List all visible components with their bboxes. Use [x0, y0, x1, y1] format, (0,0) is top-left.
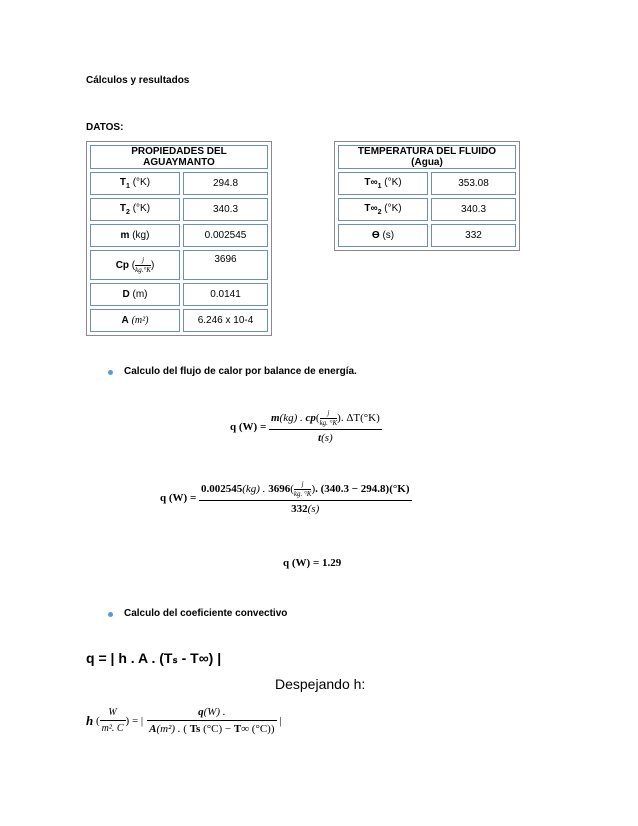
section-heading: Cálculos y resultados [86, 75, 190, 86]
table-cell: m (kg) [90, 224, 180, 247]
table-cell: 3696 [183, 250, 268, 280]
table-cell: 340.3 [183, 198, 268, 221]
table-cell: $T_1$ (°K) [90, 172, 180, 195]
table-header: TEMPERATURA DEL FLUIDO (Agua) [338, 145, 516, 169]
table-header: PROPIEDADES DEL AGUAYMANTO [90, 145, 268, 169]
table-row [90, 224, 268, 247]
equation-flow-values: q (W) = 0.002545(kg) . 3696( $\frac{j}{kg. ^\circ K}$ ). (340.3 − 294.8)(°K) 332(s) [160, 480, 410, 515]
table-cell: $T_2$ (°K) [90, 198, 180, 221]
table-row [90, 250, 268, 280]
table-cell: Ɵ (s) [338, 224, 428, 247]
bullet-icon [108, 612, 113, 617]
despejando-label: Despejando h: [275, 676, 366, 692]
table-cell: 0.002545 [183, 224, 268, 247]
table-temperatura [334, 141, 520, 251]
equation-flow-general: q (W) = m(kg) . cp( $\frac{j}{kg. ^\circ K}$ ). ΔT(°K) t(s) [230, 409, 380, 444]
table-row [90, 283, 268, 306]
table-cell: 332 [431, 224, 516, 247]
bullet-text: Calculo del coeficiente convectivo [124, 608, 288, 619]
table-row [90, 172, 268, 195]
table-propiedades [86, 141, 272, 336]
datos-label: DATOS: [86, 122, 124, 133]
table-row [90, 198, 268, 221]
bullet-icon [108, 370, 113, 375]
equation-flow-result: q (W) = 1.29 [283, 557, 342, 569]
table-cell: $T\infty_2$ (°K) [338, 198, 428, 221]
table-cell: 340.3 [431, 198, 516, 221]
table-row [338, 172, 516, 195]
equation-h: h ( $\frac{W}{\text{m². C}}$ ) = | $\frac{q(W) .}{\text{A(m²) . ( Ts (°C) − T∞ (°C))}}$ | [86, 706, 282, 735]
table-cell: Cp ( $\frac{j}{kg.^\circ K}$ ) [90, 250, 180, 280]
table-cell: 6.246 x 10-4 [183, 309, 268, 332]
table-cell: 353.08 [431, 172, 516, 195]
bullet-text: Calculo del flujo de calor por balance de energía. [124, 366, 357, 377]
table-cell: A (m²) [90, 309, 180, 332]
table-row [338, 224, 516, 247]
table-cell: 294.8 [183, 172, 268, 195]
table-cell: 0.0141 [183, 283, 268, 306]
table-cell: D (m) [90, 283, 180, 306]
table-row [338, 198, 516, 221]
formula-q: q = | h . A . (Tₛ - T∞) | [86, 650, 222, 666]
table-row [90, 309, 268, 332]
table-cell: $T\infty_1$ (°K) [338, 172, 428, 195]
